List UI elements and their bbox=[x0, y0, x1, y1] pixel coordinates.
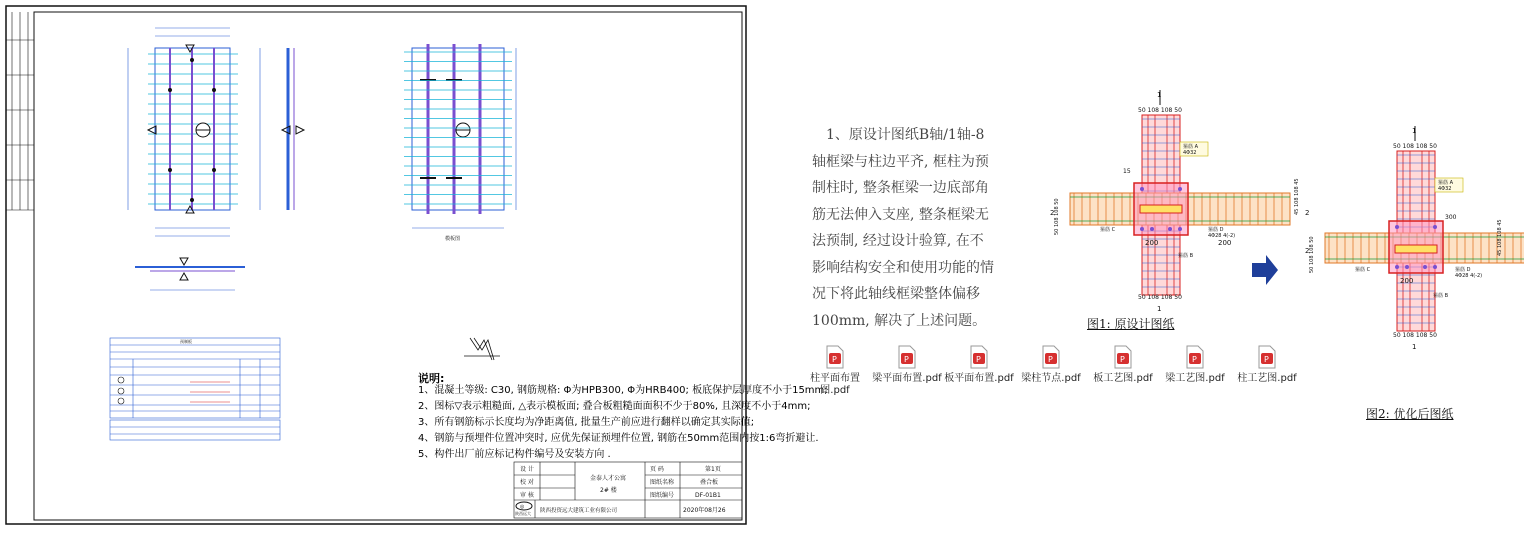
svg-text:P: P bbox=[904, 355, 909, 364]
fig2-section-bottom: 1 bbox=[1412, 343, 1417, 351]
parts-table bbox=[110, 338, 280, 440]
note-item: 2、图标▽表示粗糙面, △表示模板面; 叠合板粗糙面面积不少于80%, 且深度不小于4mm; bbox=[418, 401, 811, 412]
svg-text:P: P bbox=[976, 355, 981, 364]
description-line: 况下将此轴线框梁整体偏移 bbox=[812, 286, 980, 302]
note-item: 5、构件出厂前应标记构件编号及安装方向 . bbox=[418, 449, 611, 460]
rebar-mesh-view bbox=[404, 44, 516, 242]
tb-date: 2020年08月26 bbox=[683, 507, 726, 514]
file-name: 柱工艺图.pdf bbox=[1237, 373, 1297, 384]
fig2-section-top: 1 bbox=[1412, 127, 1417, 135]
svg-text:P: P bbox=[1120, 355, 1125, 364]
fig2-dim-300: 300 bbox=[1445, 214, 1457, 221]
tb-name-label: 图纸名称 bbox=[650, 479, 675, 486]
file-name: 梁工艺图.pdf bbox=[1165, 373, 1225, 384]
file-name: 梁柱节点.pdf bbox=[1021, 373, 1081, 384]
description-line: 影响结构安全和使用功能的情 bbox=[812, 259, 994, 276]
tb-page-label: 页 码 bbox=[650, 466, 664, 473]
tb-name-value: 叠合板 bbox=[700, 479, 719, 486]
fig1-dim-200: 200 bbox=[1145, 239, 1159, 247]
fig1-bottom-dims: 50 108 108 50 bbox=[1138, 294, 1182, 301]
tb-design: 设 计 bbox=[520, 466, 534, 473]
tb-project: 金泰人才公寓 bbox=[590, 475, 627, 482]
pdf-icon bbox=[970, 345, 988, 369]
joint-figure-original bbox=[1050, 90, 1309, 313]
tb-review: 审 核 bbox=[520, 492, 534, 499]
tb-page-value: 第1页 bbox=[705, 466, 721, 473]
notes-title: 说明: bbox=[418, 372, 445, 385]
file-name: 板工艺图.pdf bbox=[1093, 373, 1153, 384]
fig2-dim-200: 200 bbox=[1400, 277, 1414, 285]
note-item: 4、钢筋与预埋件位置冲突时, 应优先保证预埋件位置, 钢筋在50mm范围内按1:6弯折避让. bbox=[418, 433, 819, 444]
description-line: 筋无法伸入支座, 整条框梁无 bbox=[812, 206, 989, 223]
note-item: 1、混凝土等级: C30, 钢筋规格: Φ为HPB300, Φ为HRB400; 板底保护层厚度不小于15mm; bbox=[418, 385, 828, 396]
pdf-file[interactable] bbox=[800, 345, 870, 397]
svg-text:P: P bbox=[832, 355, 837, 364]
fig1-section-bottom: 1 bbox=[1157, 305, 1162, 313]
fig1-dim-200b: 200 bbox=[1218, 239, 1232, 247]
fig2-left-label: 2 bbox=[1305, 247, 1310, 255]
slab-edge-section bbox=[135, 258, 245, 290]
svg-text:P: P bbox=[1264, 355, 1269, 364]
fig2-tag-b: 箍筋 B bbox=[1433, 293, 1449, 299]
transition-arrow-icon bbox=[1252, 255, 1278, 285]
fig2-left-dims: 50 108 108 50 bbox=[1309, 236, 1315, 273]
company-logo bbox=[516, 502, 532, 510]
fig1-tag-a-spec: 4Φ32 bbox=[1183, 150, 1197, 156]
description-paragraph bbox=[812, 122, 1017, 334]
pdf-file[interactable] bbox=[944, 345, 1014, 385]
tb-logo-text: 陕西远大 bbox=[515, 511, 531, 516]
notes-list bbox=[418, 383, 828, 463]
fig2-tag-a-spec: 4Φ32 bbox=[1438, 186, 1452, 192]
fig1-left-dims: 50 108 108 50 bbox=[1054, 198, 1060, 235]
fig2-right-dims: 45 108 108 45 bbox=[1497, 219, 1503, 256]
slab-plan-view bbox=[128, 28, 260, 236]
fig1-tag-b: 箍筋 B bbox=[1178, 253, 1194, 259]
fig2-tag-d-spec: 4Φ28 4(-2) bbox=[1455, 273, 1483, 279]
fig1-top-dims: 50 108 108 50 bbox=[1138, 107, 1182, 114]
file-name: 板平面布置.pdf bbox=[944, 373, 1014, 384]
fig1-tag-a: 箍筋 A bbox=[1183, 144, 1199, 150]
fig1-right-label: 2 bbox=[1305, 209, 1310, 217]
description-line: 制柱时, 整条框梁一边底部角 bbox=[812, 180, 989, 196]
pdf-file[interactable] bbox=[872, 345, 942, 385]
figure-label-mesh: 模板图 bbox=[445, 236, 461, 242]
pdf-icon bbox=[898, 345, 916, 369]
svg-text:P: P bbox=[1048, 355, 1053, 364]
table-header: 预制板 bbox=[180, 339, 192, 344]
fig1-tag-d-spec: 4Φ28 4(-2) bbox=[1208, 233, 1236, 239]
fig1-tag-c: 箍筋 C bbox=[1100, 227, 1116, 233]
svg-text:◎: ◎ bbox=[520, 504, 525, 510]
description-line: 100mm, 解决了上述问题。 bbox=[812, 312, 987, 329]
description-line: 法预制, 经过设计验算, 在不 bbox=[812, 233, 984, 249]
description-line: 轴框梁与柱边平齐, 框柱为预 bbox=[812, 153, 989, 170]
fig1-dim-15: 15 bbox=[1123, 168, 1131, 175]
fig2-tag-d: 箍筋 D bbox=[1455, 267, 1471, 273]
fig1-tag-d: 箍筋 D bbox=[1208, 227, 1224, 233]
fig2-tag-c: 箍筋 C bbox=[1355, 267, 1371, 273]
tb-code-label: 图纸编号 bbox=[650, 492, 675, 499]
file-name: 柱平面布置图.pdf bbox=[810, 373, 860, 396]
fig2-tag-a: 箍筋 A bbox=[1438, 180, 1454, 186]
fig1-section-top: 1 bbox=[1157, 91, 1162, 99]
svg-text:P: P bbox=[1192, 355, 1197, 364]
fig2-top-dims: 50 108 108 50 bbox=[1393, 143, 1437, 150]
tb-check: 校 对 bbox=[520, 479, 534, 486]
figure1-caption: 图1: 原设计图纸 bbox=[1087, 317, 1175, 331]
tb-building: 2# 楼 bbox=[600, 487, 617, 494]
slab-section-view bbox=[282, 48, 304, 210]
joint-figure-optimized bbox=[1305, 126, 1524, 351]
tb-code-value: DF-01B1 bbox=[695, 492, 721, 499]
description-line: 1、原设计图纸B轴/1轴-8 bbox=[826, 127, 985, 143]
figure2-caption: 图2: 优化后图纸 bbox=[1366, 407, 1454, 421]
hook-detail bbox=[464, 338, 500, 360]
fig2-bottom-dims: 50 108 108 50 bbox=[1393, 332, 1437, 339]
fig1-right-dims: 45 108 108 45 bbox=[1294, 178, 1300, 215]
joint-figures bbox=[1030, 85, 1524, 425]
fig1-left-label: 2 bbox=[1050, 209, 1055, 217]
file-name: 梁平面布置.pdf bbox=[872, 373, 942, 384]
pdf-icon bbox=[826, 345, 844, 369]
tb-company: 陕西投资远大建筑工业有限公司 bbox=[540, 508, 618, 514]
note-item: 3、所有钢筋标示长度均为净距离值, 批量生产前应进行翻样以确定其实际值; bbox=[418, 417, 755, 428]
